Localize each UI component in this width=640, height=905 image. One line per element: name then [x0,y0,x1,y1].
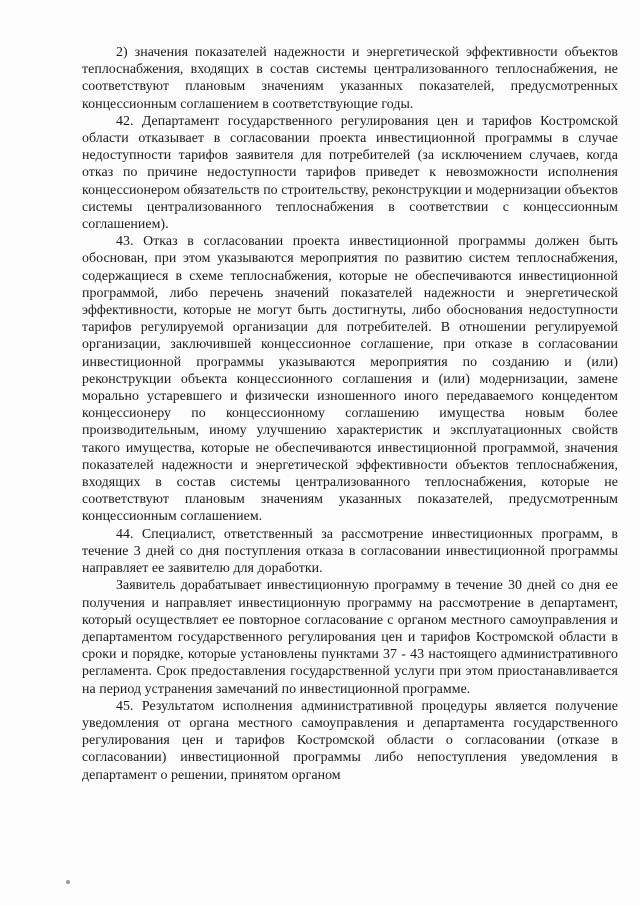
document-body [82,44,618,784]
paragraph-item-2-indicators: 2) значения показателей надежности и энергетической эффективности объектов теплоснабжения, входящих в состав системы централизованного теплоснабжения, не соответствуют плановым значениям указанных показателей, предусмотренных концессионным соглашением в соответствующие годы. [82,45,618,112]
paragraph-43: 43. Отказ в согласовании проекта инвестиционной программы должен быть обоснован, при этом указываются мероприятия по развитию систем теплоснабжения, содержащиеся в схеме теплоснабжения, которые не обеспечиваются инвестиционной программой, либо перечень значений показателей надежности и энергетической эффективности, которые не могут быть достигнуты, либо обоснования недоступности тарифов регулируемой организации для потребителей. В отношении регулируемой организации, заключившей концессионное соглашение, при отказе в согласовании инвестиционной программы указываются мероприятия по созданию и (или) реконструкции объекта концессионного соглашения и (или) модернизации, замене морально устаревшего и физически изношенного иного передаваемого концедентом концессионеру по концессионному соглашению имущества новым более производительным, иному улучшению характеристик и эксплуатационных свойств такого имущества, которые не обеспечиваются инвестиционной программой, значения показателей надежности и энергетической эффективности объектов теплоснабжения, входящих в состав системы централизованного теплоснабжения, которые не соответствуют плановым значениям указанных показателей, предусмотренным концессионным соглашением. [82,234,618,525]
paragraph-45: 45. Результатом исполнения административной процедуры является получение уведомления от органа местного самоуправления и департамента государственного регулирования цен и тарифов Костромской области о согласовании (отказе в согласовании) инвестиционной программы либо непоступления уведомления в департамент о решении, принятом органом [82,698,618,783]
paragraph-44: 44. Специалист, ответственный за рассмотрение инвестиционных программ, в течение 3 дней со дня поступления отказа в согласовании инвестиционной программы направляет ее заявителю для доработки. [82,526,618,577]
paragraph-42: 42. Департамент государственного регулирования цен и тарифов Костромской области отказывает в согласовании проекта инвестиционной программы в случае недоступности тарифов заявителя для потребителей (за исключением случаев, когда отказ по причине недоступности тарифов приведет к невозможности исполнения концессионером обязательств по строительству, реконструкции и модернизации объектов системы централизованного теплоснабжения в соответствии с концессионным соглашением). [82,113,618,233]
paragraph-44-continuation: Заявитель дорабатывает инвестиционную программу в течение 30 дней со дня ее получения и направляет инвестиционную программу на рассмотрение в департамент, который осуществляет ее повторное согласование с органом местного самоуправления и департаментом государственного регулирования цен и тарифов Костромской области в сроки и порядке, которые установлены пунктами 37 - 43 настоящего административного регламента. Срок предоставления государственной услуги при этом приостанавливается на период устранения замечаний по инвестиционной программе. [82,578,618,697]
scan-speck [66,880,70,884]
